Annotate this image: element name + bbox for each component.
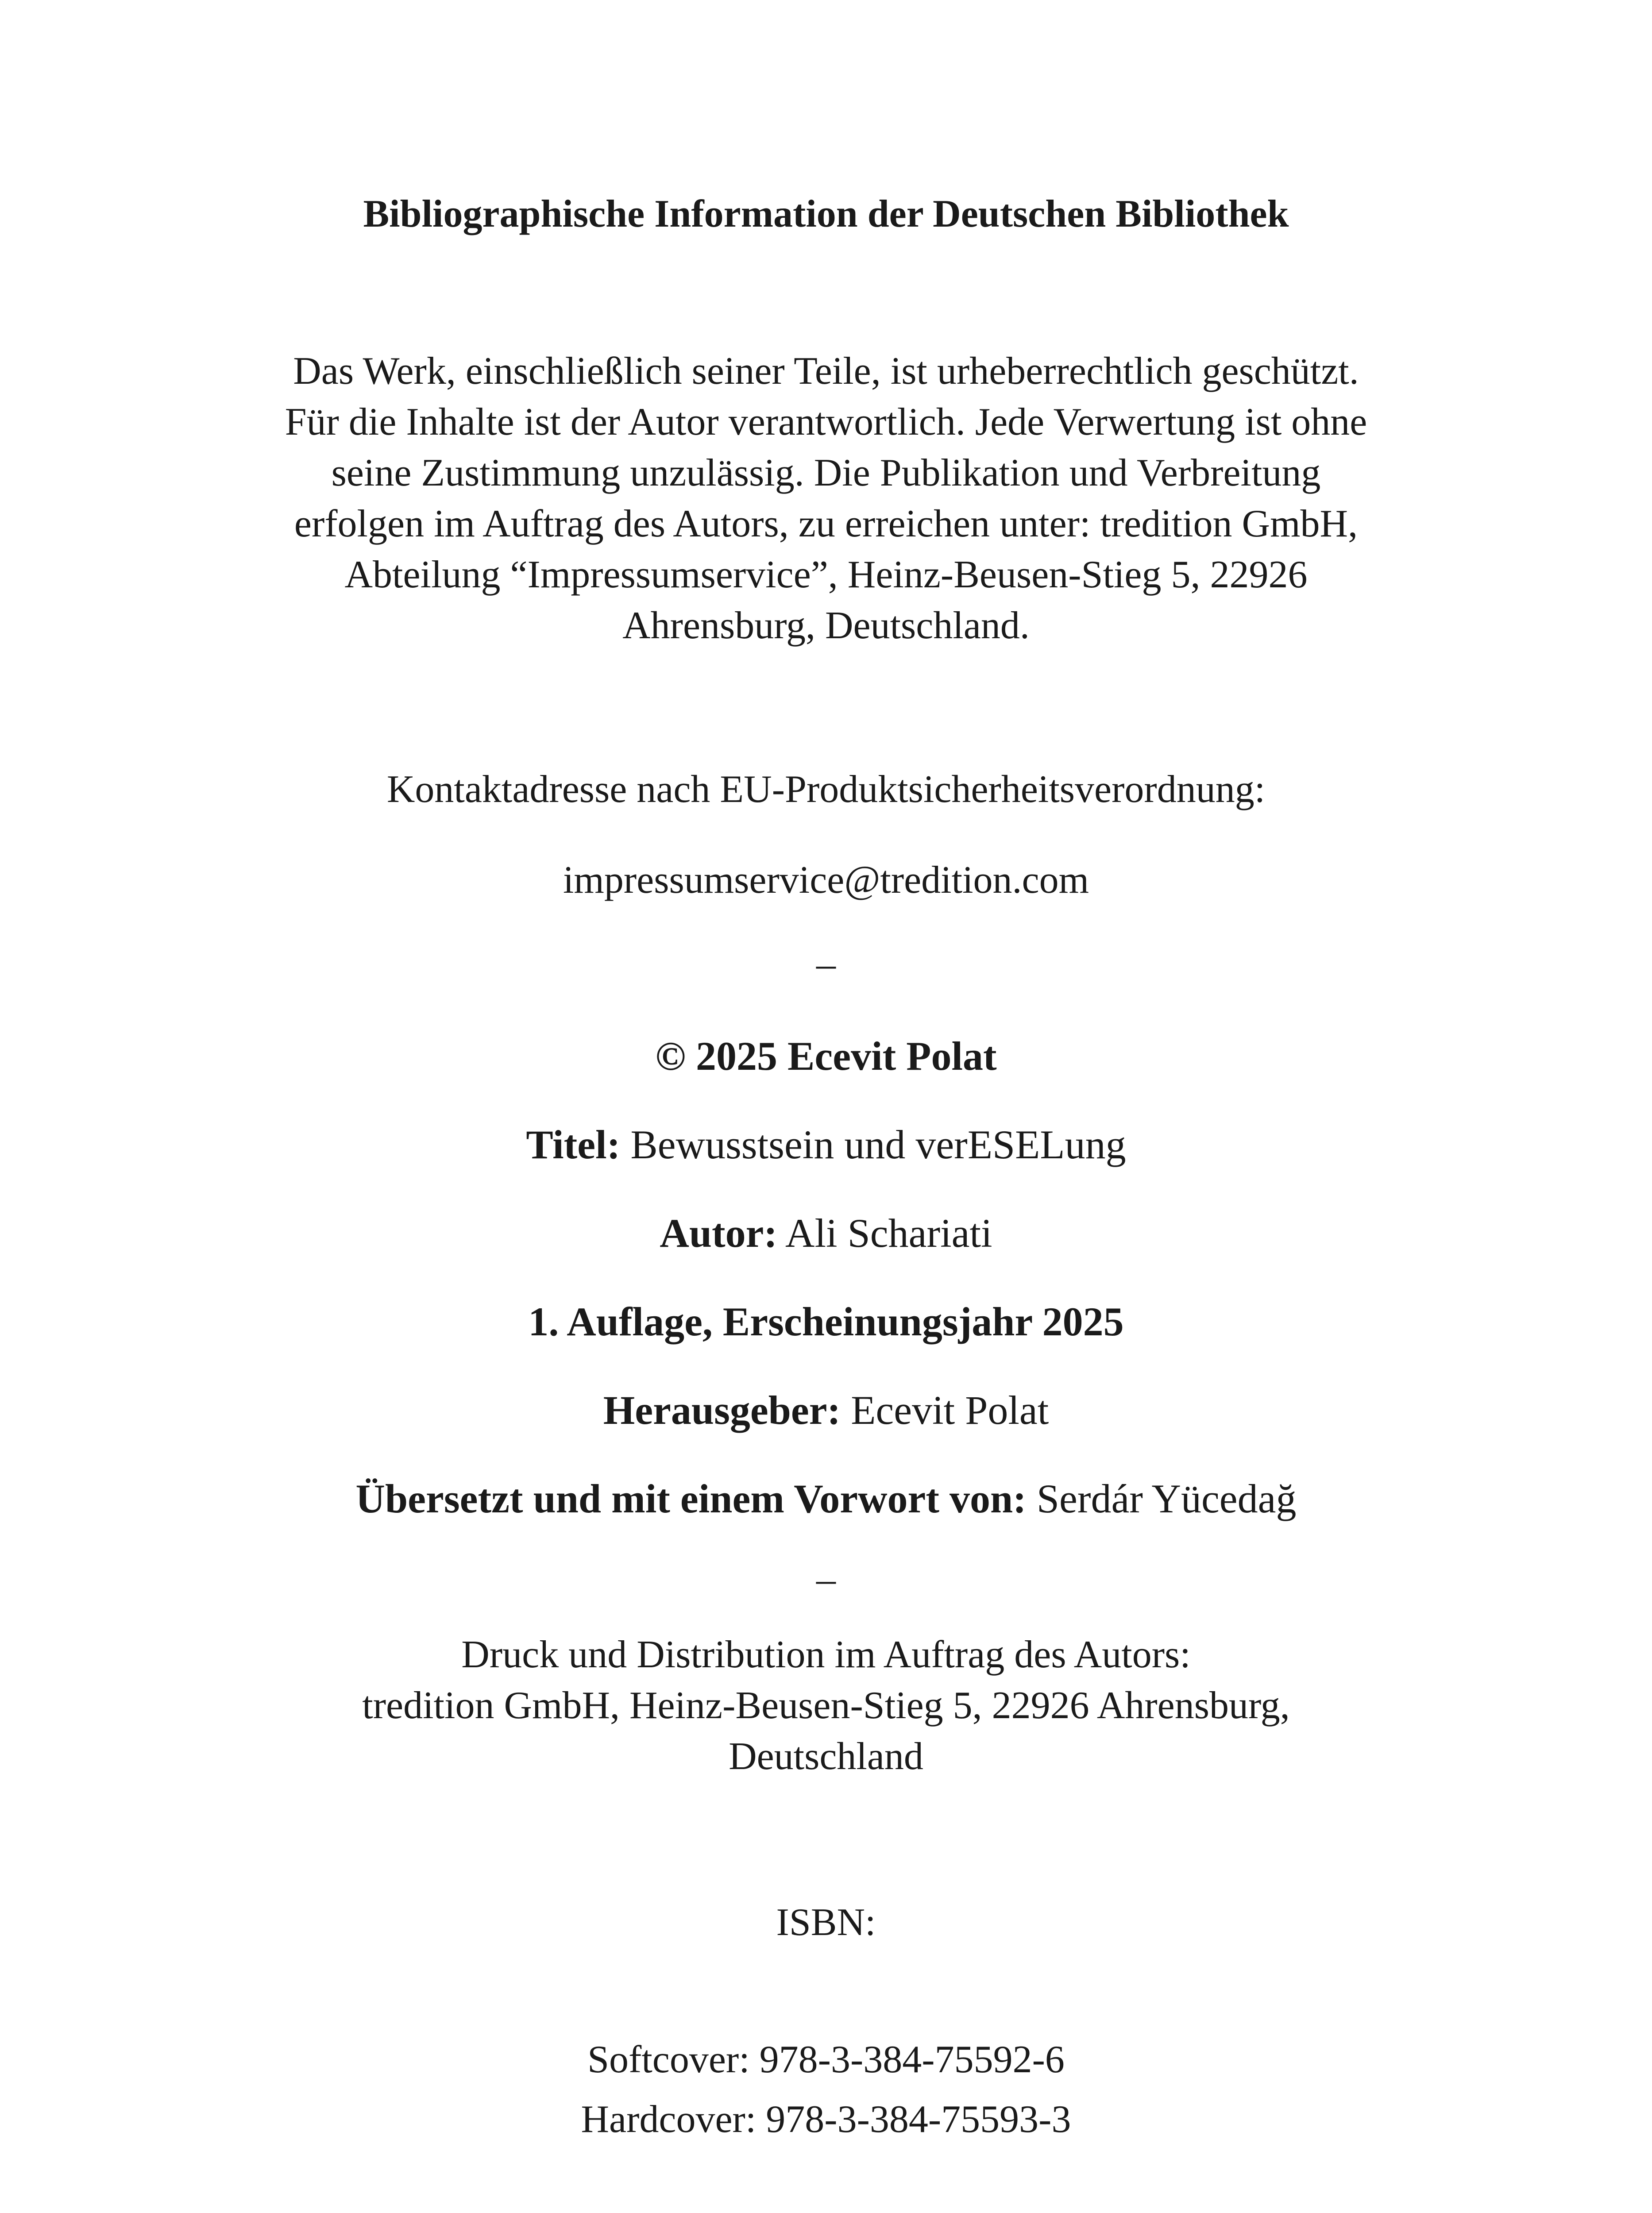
title-line	[0, 1124, 1652, 1165]
separator-2: –	[816, 1558, 836, 1601]
distribution-line: tredition GmbH, Heinz-Beusen-Stieg 5, 22926 Ahrensburg,	[362, 1684, 1290, 1727]
contact-email: impressumservice@tredition.com	[563, 859, 1089, 902]
title-label: Titel:	[526, 1122, 621, 1167]
separator: –	[816, 943, 836, 986]
author-value: Ali Schariati	[785, 1211, 992, 1256]
paragraph-line: Abteilung “Impressumservice”, Heinz-Beusen-Stieg 5, 22926	[344, 553, 1308, 596]
translator-label: Übersetzt und mit einem Vorwort von:	[355, 1476, 1027, 1521]
page-heading: Bibliographische Information der Deutschen Bibliothek	[363, 193, 1289, 235]
isbn-hardcover: Hardcover: 978-3-384-75593-3	[581, 2098, 1071, 2141]
publisher-value: Ecevit Polat	[851, 1388, 1049, 1433]
edition-line: 1. Auflage, Erscheinungsjahr 2025	[528, 1299, 1124, 1344]
publisher-line	[0, 1388, 1652, 1433]
isbn-softcover: Softcover: 978-3-384-75592-6	[587, 2038, 1065, 2081]
contact-label: Kontaktadresse nach EU-Produktsicherheitsverordnung:	[386, 768, 1266, 811]
translator-value: Serdár Yücedağ	[1036, 1476, 1297, 1521]
author-label: Autor:	[660, 1211, 778, 1256]
author-line	[0, 1211, 1652, 1256]
paragraph-line: seine Zustimmung unzulässig. Die Publikation und Verbreitung	[331, 451, 1321, 494]
isbn-label: ISBN:	[776, 1901, 876, 1944]
paragraph-line: Ahrensburg, Deutschland.	[622, 604, 1030, 647]
distribution-line: Deutschland	[729, 1735, 923, 1778]
paragraph-line: erfolgen im Auftrag des Autors, zu erreichen unter: tredition GmbH,	[294, 502, 1358, 545]
publisher-label: Herausgeber:	[603, 1388, 841, 1433]
translator-line	[0, 1478, 1652, 1519]
title-value: Bewusstsein und verESELung	[630, 1122, 1126, 1167]
paragraph-line: Das Werk, einschließlich seiner Teile, ist urheberrechtlich geschützt.	[293, 350, 1359, 393]
paragraph-line: Für die Inhalte ist der Autor verantwortlich. Jede Verwertung ist ohne	[285, 401, 1367, 443]
copyright-line: © 2025 Ecevit Polat	[655, 1033, 997, 1079]
distribution-line: Druck und Distribution im Auftrag des Autors:	[461, 1633, 1191, 1676]
